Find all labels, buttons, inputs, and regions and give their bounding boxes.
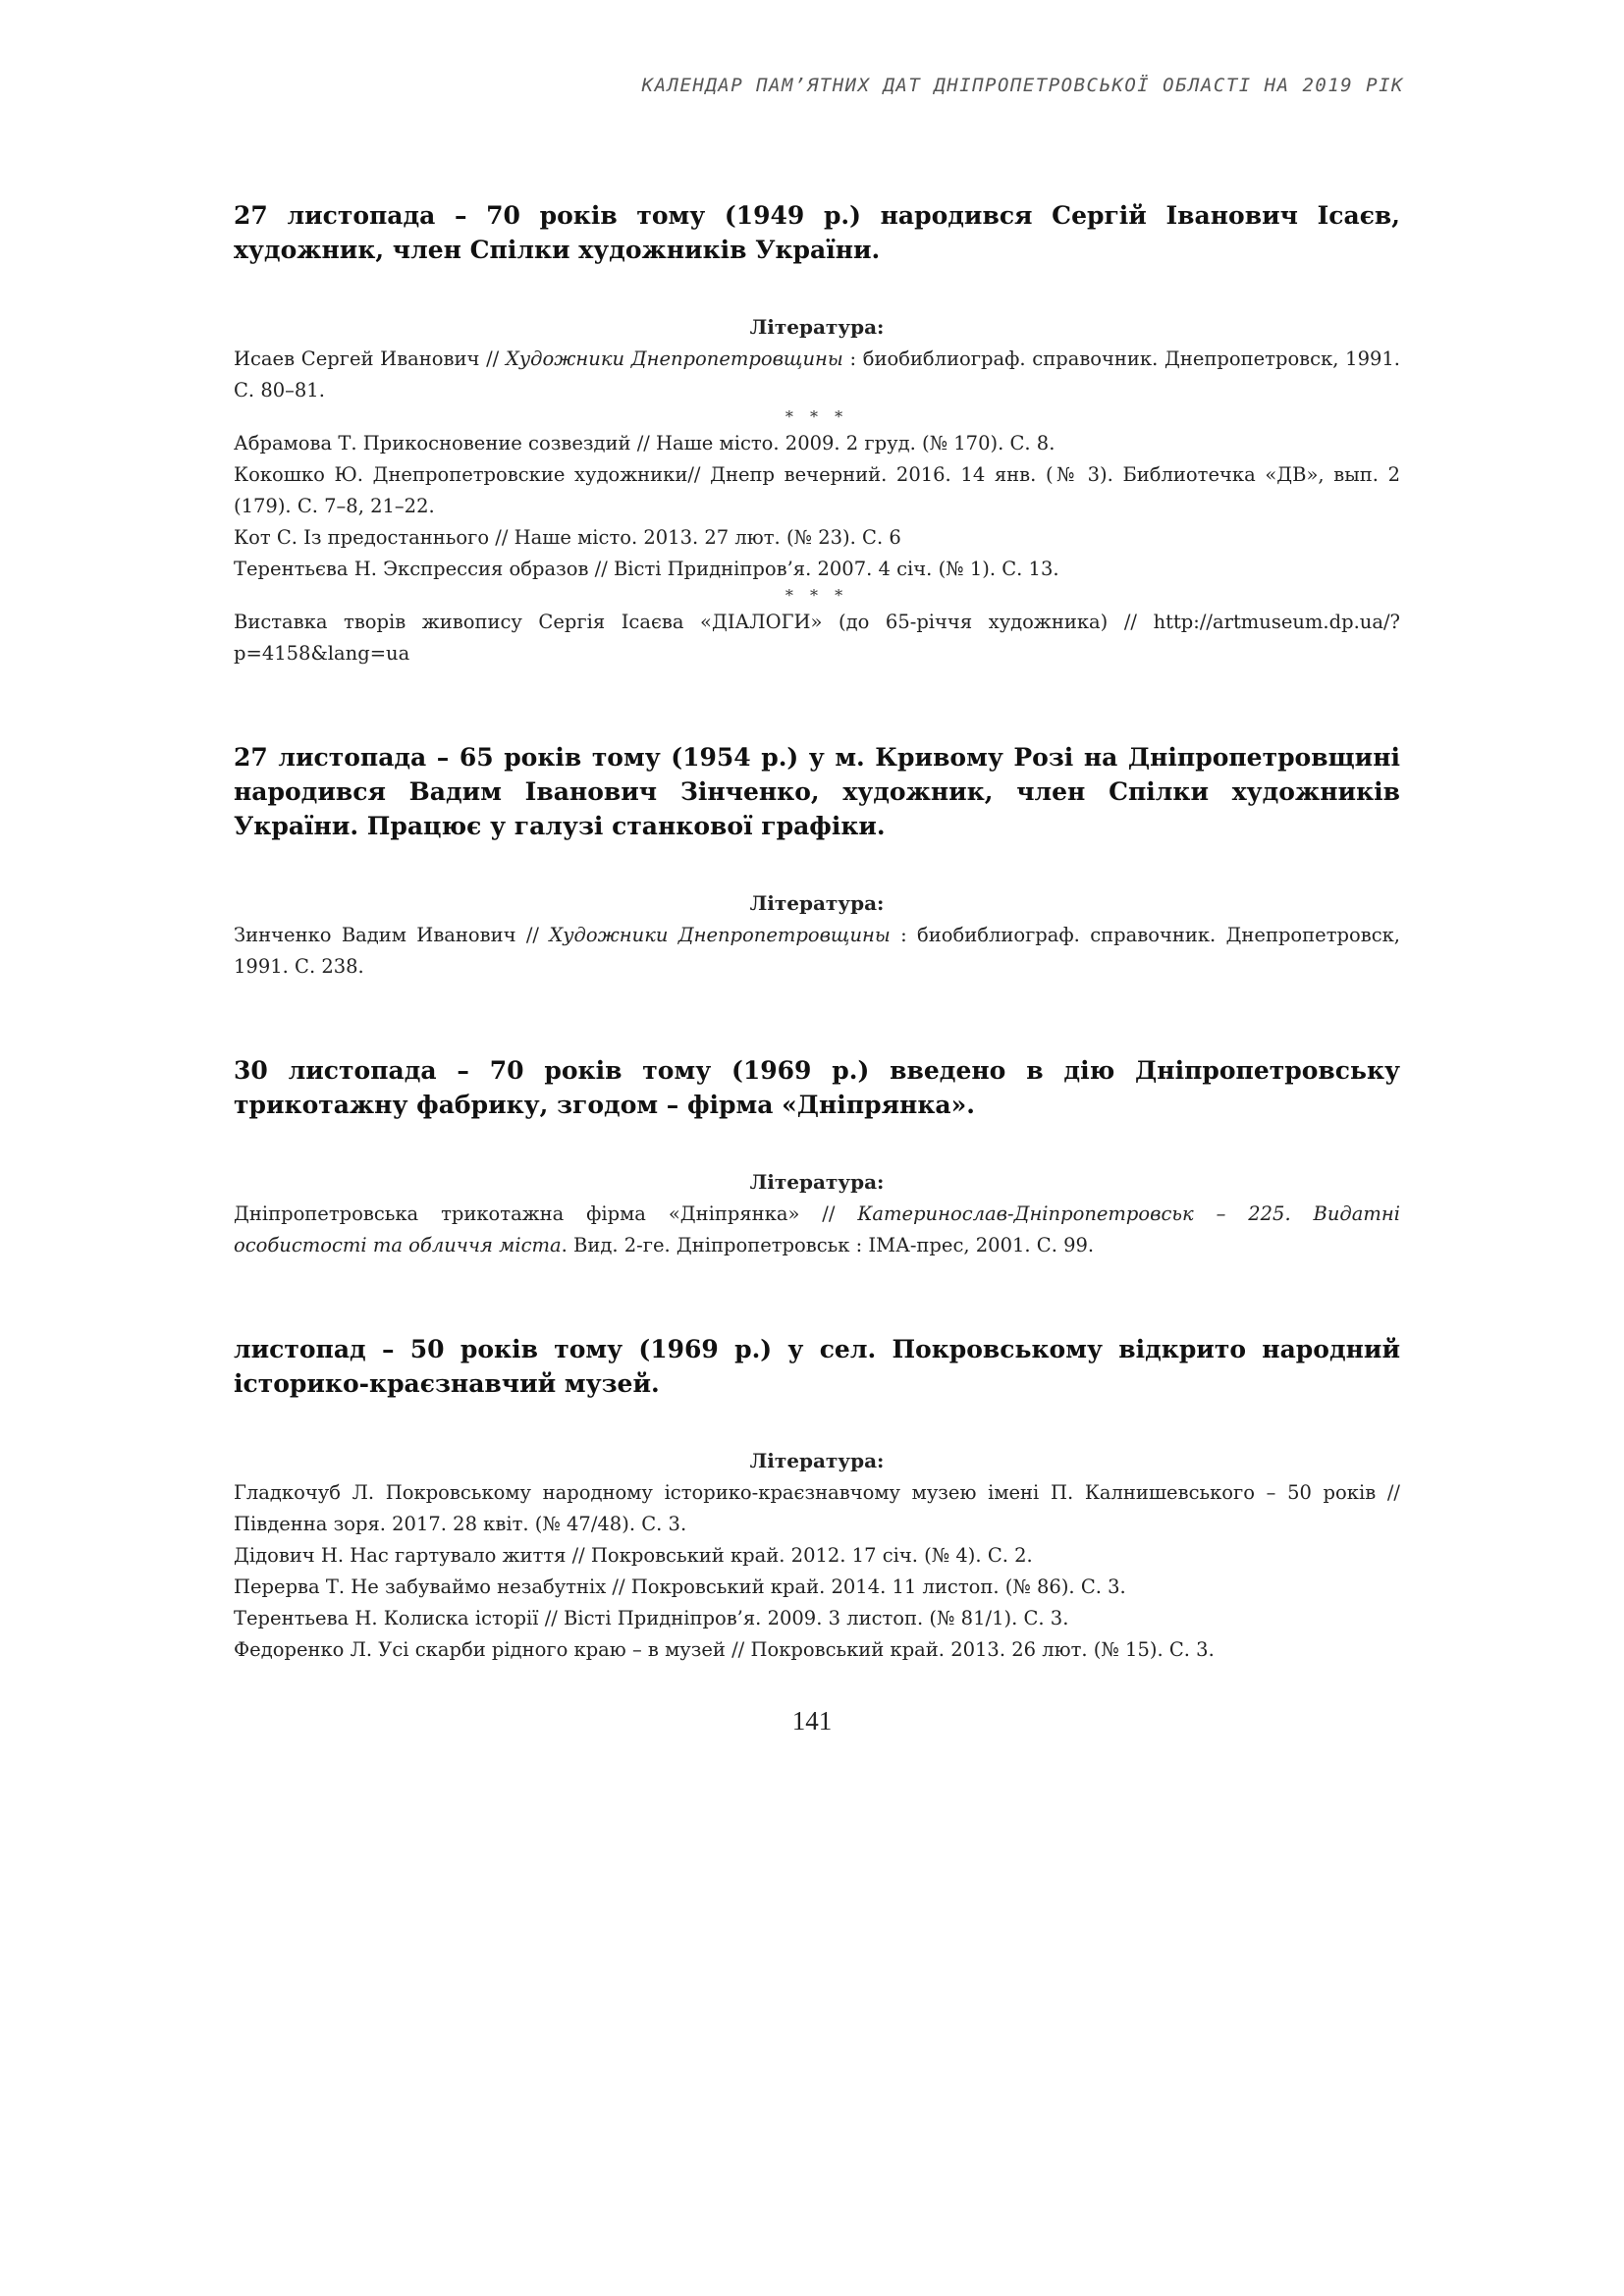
- entry-title: листопад – 50 років тому (1969 р.) у сел. Покровському відкрито народний історико-краєзнавчий музей.: [234, 1335, 1400, 1398]
- calendar-entry: [234, 740, 1400, 983]
- literature-heading: Література:: [749, 1170, 885, 1194]
- reference-item: Кот С. Із предостаннього // Наше місто. 2013. 27 лют. (№ 23). С. 6: [234, 526, 901, 549]
- reference-item: Кокошко Ю. Днепропетровские художники// Днепр вечерний. 2016. 14 янв. (№ 3). Библиотечка «ДВ», вып. 2 (179). С. 7–8, 21–22.: [234, 463, 1400, 517]
- literature-heading: Література:: [749, 1449, 885, 1472]
- reference-item: Дідович Н. Нас гартувало життя // Покровський край. 2012. 17 січ. (№ 4). С. 2.: [234, 1544, 1033, 1567]
- reference-item: Гладкочуб Л. Покровському народному історико-краєзнавчому музею імені П. Калнишевського – 50 років // Південна зоря. 2017. 28 квіт. (№ 47/48). С. 3.: [234, 1481, 1400, 1535]
- section-separator: * * *: [785, 586, 849, 605]
- reference-item: Терентьєва Н. Экспрессия образов // Вісті Придніпров’я. 2007. 4 січ. (№ 1). С. 13.: [234, 558, 1059, 580]
- reference-item: Виставка творів живопису Сергія Ісаєва «ДІАЛОГИ» (до 65-річчя художника) // http://artmuseum.dp.ua/?p=4158&lang=ua: [234, 611, 1400, 665]
- entry-title: 27 листопада – 65 років тому (1954 р.) у м. Кривому Розі на Дніпропетровщині народився Вадим Іванович Зінченко, художник, член Спілки художників України. Працює у галузі станкової графіки.: [234, 743, 1400, 840]
- reference-item: Федоренко Л. Усі скарби рідного краю – в музей // Покровський край. 2013. 26 лют. (№ 15). С. 3.: [234, 1638, 1215, 1661]
- reference-item: Абрамова Т. Прикосновение созвездий // Наше місто. 2009. 2 груд. (№ 170). С. 8.: [234, 432, 1056, 454]
- section-separator: * * *: [785, 407, 849, 426]
- entry-title: 27 листопада – 70 років тому (1949 р.) народився Сергій Іванович Ісаєв, художник, член Спілки художників України.: [234, 201, 1400, 264]
- reference-item: Исаев Сергей Иванович // Художники Днепропетровщины : биобиблиограф. справочник. Днепропетровск, 1991. С. 80–81.: [234, 347, 1400, 401]
- calendar-entry: [234, 1332, 1400, 1666]
- page-content: [234, 198, 1400, 1736]
- page-number: 141: [791, 1706, 833, 1735]
- literature-heading: Література:: [749, 315, 885, 339]
- literature-heading: Література:: [749, 891, 885, 915]
- reference-item: Перерва Т. Не забуваймо незабутніх // Покровський край. 2014. 11 листоп. (№ 86). С. 3.: [234, 1575, 1126, 1598]
- calendar-entry: [234, 198, 1400, 669]
- reference-item: Зинченко Вадим Иванович // Художники Днепропетровщины : биобиблиограф. справочник. Днепропетровск, 1991. С. 238.: [234, 924, 1401, 978]
- reference-item: Терентьева Н. Колиска історії // Вісті Придніпров’я. 2009. 3 листоп. (№ 81/1). С. 3.: [234, 1607, 1069, 1629]
- running-header: КАЛЕНДАР ПАМ’ЯТНИХ ДАТ ДНІПРОПЕТРОВСЬКОЇ ОБЛАСТІ НА 2019 РІК: [641, 75, 1404, 96]
- calendar-entry: [234, 1053, 1400, 1261]
- reference-item: Дніпропетровська трикотажна фірма «Дніпрянка» // Катеринослав-Дніпропетровськ – 225. Видатні особистості та обличчя міста. Вид. 2-ге. Дніпропетровськ : ІМА-прес, 2001. С. 99.: [234, 1202, 1400, 1256]
- entry-title: 30 листопада – 70 років тому (1969 р.) введено в дію Дніпропетровську трикотажну фабрику, згодом – фірма «Дніпрянка».: [234, 1056, 1400, 1119]
